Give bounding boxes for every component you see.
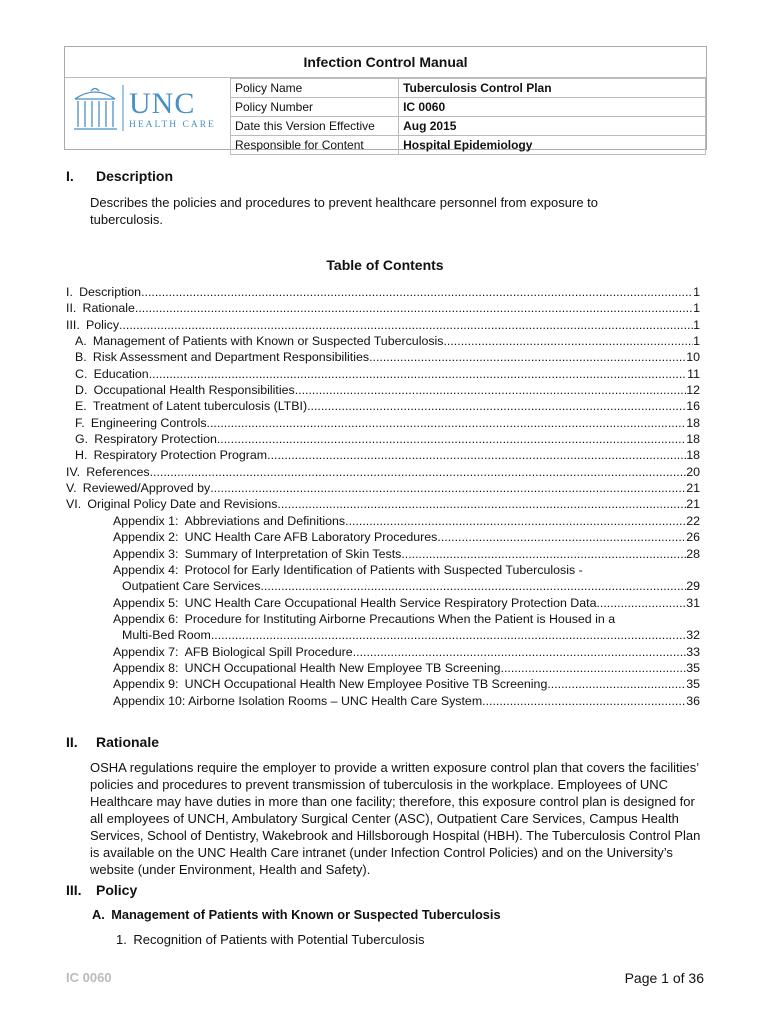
meta-value: Tuberculosis Control Plan xyxy=(399,79,706,98)
toc-entry[interactable] xyxy=(66,333,700,349)
toc-entry[interactable] xyxy=(66,431,700,447)
toc-dot-leader xyxy=(596,595,686,611)
toc-entry-text: Appendix 7: AFB Biological Spill Procedure xyxy=(113,644,353,659)
toc-entry[interactable] xyxy=(66,464,700,480)
toc-entry[interactable] xyxy=(66,415,700,431)
policy-meta-table xyxy=(230,78,706,155)
meta-label: Date this Version Effective xyxy=(231,117,399,136)
meta-value: Aug 2015 xyxy=(399,117,706,136)
toc-entry-text: B. Risk Assessment and Department Responsibilities xyxy=(75,350,370,365)
section-title: Description xyxy=(96,168,174,184)
toc-entry[interactable] xyxy=(66,676,700,692)
toc-page-number: 33 xyxy=(686,644,700,659)
meta-label: Policy Name xyxy=(231,79,399,98)
toc-entry-text: Multi-Bed Room xyxy=(122,628,211,643)
toc-entry-text: Appendix 1: Abbreviations and Definitions xyxy=(113,513,346,528)
section-heading-policy xyxy=(66,882,137,898)
toc-entry-text: I. Description xyxy=(66,285,142,299)
toc-dot-leader xyxy=(277,496,686,512)
toc-entry[interactable] xyxy=(66,578,700,594)
toc-entry[interactable] xyxy=(66,398,700,414)
toc-dot-leader xyxy=(547,676,686,692)
toc-dot-leader xyxy=(501,660,687,676)
meta-row-responsible xyxy=(231,136,706,155)
toc-page-number: 11 xyxy=(687,366,700,381)
toc-entry[interactable] xyxy=(66,496,700,512)
toc-entry[interactable] xyxy=(66,300,700,316)
toc-entry[interactable] xyxy=(66,513,700,529)
toc-entry[interactable] xyxy=(66,366,700,382)
toc-entry[interactable] xyxy=(66,317,700,333)
toc-entry[interactable] xyxy=(66,382,700,398)
toc-page-number: 21 xyxy=(686,497,700,512)
section-heading-description xyxy=(66,168,173,184)
toc-entry[interactable] xyxy=(66,660,700,676)
toc-dot-leader xyxy=(345,513,686,529)
policy-header xyxy=(64,46,707,150)
toc-page-number: 20 xyxy=(686,464,700,479)
toc-entry[interactable] xyxy=(66,644,700,660)
toc-entry-text: Appendix 3: Summary of Interpretation of Skin Tests xyxy=(113,546,402,561)
toc-entry[interactable] xyxy=(66,627,700,643)
toc-entry-text: Appendix 9: UNCH Occupational Health New Employee Positive TB Screening xyxy=(113,677,548,692)
toc-entry-text: VI. Original Policy Date and Revisions xyxy=(66,497,278,512)
toc-dot-leader xyxy=(443,333,693,349)
toc-page-number: 36 xyxy=(686,693,700,708)
toc-page-number: 16 xyxy=(686,399,700,414)
toc-entry-text: E. Treatment of Latent tuberculosis (LTBI) xyxy=(75,399,308,414)
section-title: Rationale xyxy=(96,734,160,750)
toc-dot-leader xyxy=(437,529,686,545)
footer-page-number: Page 1 of 36 xyxy=(624,970,704,986)
toc-page-number: 12 xyxy=(686,383,700,398)
toc-entry-text: Appendix 4: Protocol for Early Identification of Patients with Suspected Tuberculosis - xyxy=(113,562,583,577)
meta-value: Hospital Epidemiology xyxy=(399,136,706,155)
toc-entry[interactable] xyxy=(66,693,700,709)
toc-entry-text: IV. References xyxy=(66,464,150,479)
toc-dot-leader xyxy=(119,317,693,333)
toc-page-number: 1 xyxy=(693,285,700,299)
meta-label: Policy Number xyxy=(231,98,399,117)
toc-entry-text: Appendix 10: Airborne Isolation Rooms – UNC Health Care System. xyxy=(113,693,486,708)
toc-entry[interactable] xyxy=(66,529,700,545)
logo-health-care-text: HEALTH CARE xyxy=(129,120,216,130)
description-text: Describes the policies and procedures to prevent healthcare personnel from exposure to tuberculosis. xyxy=(90,195,599,227)
toc-page-number: 1 xyxy=(693,317,700,332)
toc-page-number: 29 xyxy=(686,579,700,594)
subsection-heading-management: A. Management of Patients with Known or Suspected Tuberculosis xyxy=(92,907,501,922)
toc-dot-leader xyxy=(486,693,687,709)
toc-page-number: 31 xyxy=(686,595,700,610)
toc-page-number: 18 xyxy=(686,415,700,430)
toc-dot-leader xyxy=(307,398,686,414)
toc-page-number: 32 xyxy=(686,628,700,643)
toc-page-number: 28 xyxy=(686,546,700,561)
toc-entry[interactable] xyxy=(66,284,700,300)
toc-entry-text: Appendix 6: Procedure for Instituting Airborne Precautions When the Patient is Housed in a xyxy=(113,611,616,626)
toc-dot-leader xyxy=(211,627,686,643)
toc-entry-text: A. Management of Patients with Known or Suspected Tuberculosis xyxy=(75,334,444,349)
toc-dot-leader xyxy=(217,431,686,447)
toc-page-number: 22 xyxy=(686,513,700,528)
section-number: II. xyxy=(66,734,78,750)
toc-entry-text: F. Engineering Controls xyxy=(75,415,207,430)
logo-unc-text: UNC xyxy=(129,87,196,120)
toc-dot-leader xyxy=(260,578,686,594)
meta-label: Responsible for Content xyxy=(231,136,399,155)
toc-entry-text: V. Reviewed/Approved by xyxy=(66,481,211,496)
toc-dot-leader xyxy=(210,480,686,496)
toc-entry-text: G. Respiratory Protection xyxy=(75,432,217,447)
toc-entry-text: H. Respiratory Protection Program xyxy=(75,448,268,463)
toc-dot-leader xyxy=(401,546,686,562)
toc-entry[interactable] xyxy=(66,595,700,611)
toc-page-number: 26 xyxy=(686,530,700,545)
policy-item-recognition: 1. Recognition of Patients with Potential Tuberculosis xyxy=(116,932,425,947)
toc-entry-text: III. Policy xyxy=(66,317,120,332)
toc-entry-text: Outpatient Care Services xyxy=(122,579,261,594)
toc-entry[interactable] xyxy=(66,349,700,365)
toc-page-number: 18 xyxy=(686,432,700,447)
toc-entry-text: Appendix 5: UNC Health Care Occupational Health Service Respiratory Protection Data xyxy=(113,595,597,610)
toc-dot-leader xyxy=(295,382,687,398)
toc-title: Table of Contents xyxy=(326,257,444,273)
section-title: Policy xyxy=(96,882,138,898)
toc-dot-leader xyxy=(207,415,687,431)
toc-entry[interactable] xyxy=(66,546,700,562)
toc-dot-leader xyxy=(149,366,687,382)
toc-dot-leader xyxy=(369,349,686,365)
toc-dot-leader xyxy=(353,644,687,660)
toc-entry-text: C. Education xyxy=(75,366,149,381)
manual-title: Infection Control Manual xyxy=(65,47,706,78)
toc-dot-leader xyxy=(135,300,693,316)
unc-health-care-logo xyxy=(71,83,231,145)
toc-entry-text: Appendix 8: UNCH Occupational Health New Employee TB Screening xyxy=(113,660,501,675)
meta-row-policy-name xyxy=(231,79,706,98)
toc-page-number: 1 xyxy=(693,301,700,316)
toc-entry[interactable] xyxy=(66,480,700,496)
section-heading-rationale xyxy=(66,734,159,750)
table-of-contents xyxy=(66,284,700,709)
meta-row-effective-date xyxy=(231,117,706,136)
toc-entry[interactable] xyxy=(66,611,700,627)
rationale-text: OSHA regulations require the employer to provide a written exposure control plan that covers the facilities’ policies and procedures to prevent transmission of tuberculosis in the workplace. Employees of UNC Healthcare may have duties in more than one facility; therefore, this exposure control plan is designed for all employees of UNCH, Ambulatory Surgical Center (ASC), Outpatient Care Services, Campus Health Services, School of Dentistry, Wakebrook and Hillsborough Hospital (HBH). The Tuberculosis Control Plan is available on the UNC Health Care intranet (under Infection Control Policies) and on the University’s website (under Environment, Health and Safety). xyxy=(90,760,701,877)
toc-dot-leader xyxy=(141,284,693,300)
section-number: I. xyxy=(66,168,74,184)
toc-page-number: 1 xyxy=(693,334,700,349)
toc-entry[interactable] xyxy=(66,562,700,578)
footer-policy-number: IC 0060 xyxy=(66,970,112,985)
toc-page-number: 35 xyxy=(686,660,700,675)
toc-entry-text: II. Rationale xyxy=(66,301,135,316)
toc-page-number: 35 xyxy=(686,677,700,692)
toc-entry-text: Appendix 2: UNC Health Care AFB Laboratory Procedures xyxy=(113,530,438,545)
section-number: III. xyxy=(66,882,82,898)
toc-page-number: 21 xyxy=(686,481,700,496)
toc-page-number: 10 xyxy=(686,350,700,365)
meta-value: IC 0060 xyxy=(399,98,706,117)
toc-entry[interactable] xyxy=(66,447,700,463)
toc-dot-leader xyxy=(267,447,686,463)
toc-entry-text: D. Occupational Health Responsibilities xyxy=(75,383,295,398)
toc-dot-leader xyxy=(150,464,687,480)
toc-page-number: 18 xyxy=(686,448,700,463)
meta-row-policy-number xyxy=(231,98,706,117)
